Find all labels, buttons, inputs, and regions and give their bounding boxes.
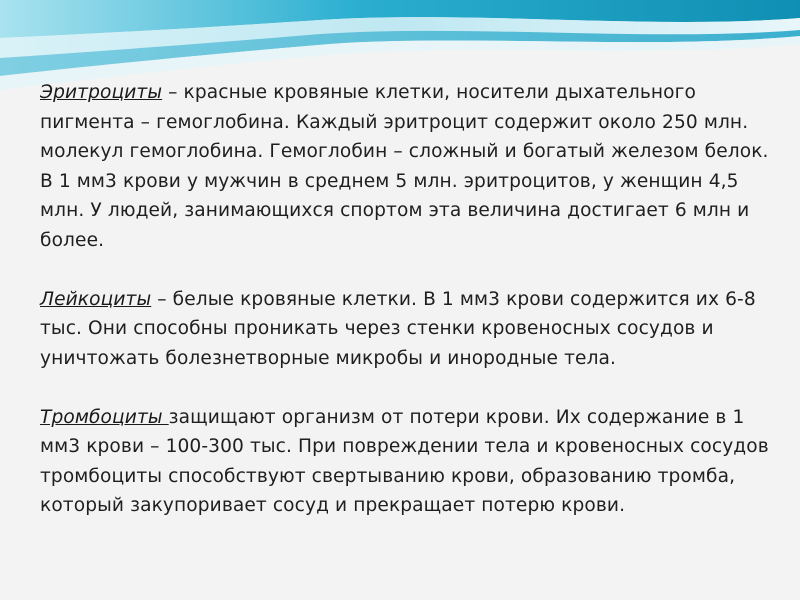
paragraph-text: – красные кровяные клетки, носители дыхательного пигмента – гемоглобина. Каждый эритроцит содержит около 250 млн. молекул гемоглобина. Гемоглобин – сложный и богатый железом белок. В 1 мм3 крови у мужчин в среднем 5 млн. эритроцитов, у женщин 4,5 млн. У людей, занимающихся спортом эта величина достигает 6 млн и более. — [40, 82, 769, 251]
paragraph-erythrocytes — [40, 78, 780, 255]
paragraph-text: защищают организм от потери крови. Их содержание в 1 мм3 крови – 100-300 тыс. При повреждении тела и кровеносных сосудов тромбоциты способствуют свертыванию крови, образованию тромба, который закупоривает сосуд и прекращает потерю крови. — [40, 406, 769, 516]
term-thrombocytes: Тромбоциты — [40, 406, 169, 428]
paragraph-leukocytes — [40, 285, 780, 374]
paragraph-thrombocytes — [40, 403, 780, 521]
slide-body — [40, 78, 780, 550]
term-leukocytes: Лейкоциты — [40, 288, 152, 310]
paragraph-text: – белые кровяные клетки. В 1 мм3 крови содержится их 6-8 тыс. Они способны проникать через стенки кровеносных сосудов и уничтожать болезнетворные микробы и инородные тела. — [40, 288, 756, 369]
term-erythrocytes: Эритроциты — [40, 82, 163, 103]
